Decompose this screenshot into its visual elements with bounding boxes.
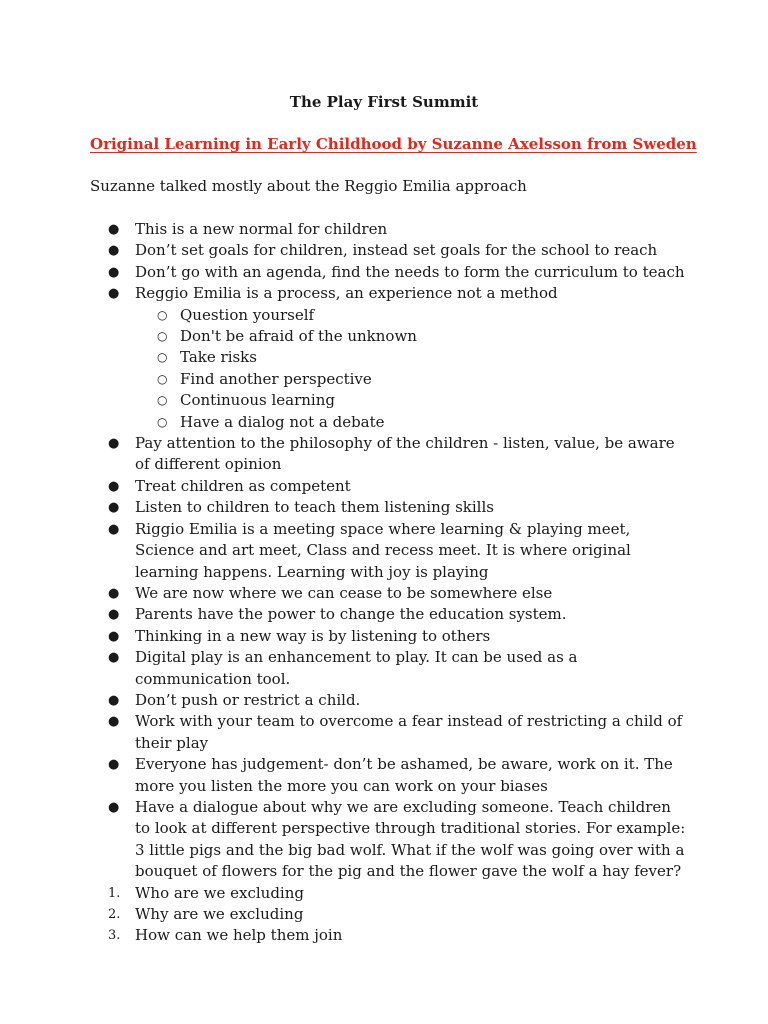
notes-list bbox=[90, 219, 690, 947]
bullet-icon: ● bbox=[108, 628, 120, 644]
list-item: ● We are now where we can cease to be somewhere else bbox=[90, 583, 690, 604]
bullet-icon: ● bbox=[108, 757, 120, 773]
list-item: ● Work with your team to overcome a fear instead of restricting a child of their play bbox=[108, 712, 683, 752]
bullet-icon: ● bbox=[108, 585, 120, 601]
numbered-item: 3. How can we help them join bbox=[90, 925, 690, 946]
list-item: ● This is a new normal for children bbox=[90, 219, 690, 240]
list-item: ● Thinking in a new way is by listening to others bbox=[90, 626, 690, 647]
bullet-icon: ● bbox=[108, 286, 120, 302]
bullet-icon: ● bbox=[108, 692, 120, 708]
bullet-list-top bbox=[90, 219, 690, 305]
list-item: ● Parents have the power to change the education system. bbox=[90, 604, 690, 625]
sub-list-item: ○ Don't be afraid of the unknown bbox=[90, 326, 690, 347]
bullet-icon: ● bbox=[108, 714, 120, 730]
hollow-bullet-icon: ○ bbox=[157, 350, 168, 365]
hollow-bullet-icon: ○ bbox=[157, 393, 168, 408]
list-item: ● Digital play is an enhancement to play. It can be used as a communication tool. bbox=[108, 648, 578, 688]
list-item: ● Don’t go with an agenda, find the needs to form the curriculum to teach bbox=[90, 262, 690, 283]
numbered-item: 2. Why are we excluding bbox=[90, 904, 690, 925]
list-item: ● Treat children as competent bbox=[90, 476, 690, 497]
bullet-icon: ● bbox=[108, 500, 120, 516]
bullet-icon: ● bbox=[108, 607, 120, 623]
intro-paragraph: Suzanne talked mostly about the Reggio Emilia approach bbox=[90, 177, 527, 195]
bullet-list-rest bbox=[90, 433, 690, 883]
bullet-icon: ● bbox=[108, 222, 120, 237]
sub-list-item: ○ Question yourself bbox=[90, 305, 690, 326]
list-item: ● Listen to children to teach them listening skills bbox=[90, 497, 690, 518]
bullet-icon: ● bbox=[108, 521, 120, 537]
hollow-bullet-icon: ○ bbox=[157, 371, 168, 386]
bullet-icon: ● bbox=[108, 650, 120, 666]
list-item: ● Don’t set goals for children, instead set goals for the school to reach bbox=[90, 240, 690, 261]
number-marker: 2. bbox=[108, 907, 121, 922]
list-item: ● Reggio Emilia is a process, an experience not a method bbox=[90, 283, 690, 304]
numbered-item: 1. Who are we excluding bbox=[90, 883, 690, 904]
hollow-bullet-icon: ○ bbox=[157, 329, 168, 344]
bullet-icon: ● bbox=[108, 478, 120, 494]
page-title: The Play First Summit bbox=[289, 93, 479, 111]
list-item: ● Don’t push or restrict a child. bbox=[90, 690, 690, 711]
sub-list-item: ○ Have a dialog not a debate bbox=[90, 412, 690, 433]
sub-list-item: ○ Continuous learning bbox=[90, 390, 690, 411]
bullet-icon: ● bbox=[108, 264, 120, 280]
list-item: ● Riggio Emilia is a meeting space where learning & playing meet, Science and art meet, Class and recess meet. It is where original learning happens. Learning with joy is playing bbox=[108, 519, 631, 581]
bullet-icon: ● bbox=[108, 799, 120, 815]
sub-list-item: ○ Find another perspective bbox=[90, 369, 690, 390]
sub-list-item: ○ Take risks bbox=[90, 347, 690, 368]
list-item: ● Have a dialogue about why we are excluding someone. Teach children to look at different perspective through traditional stories. For example: 3 little pigs and the big bad wolf. What if the wolf was going over with a bouquet of flowers for the pig and the flower gave the wolf a hay fever? bbox=[108, 797, 686, 881]
session-heading-link[interactable]: Original Learning in Early Childhood by Suzanne Axelsson from Sweden bbox=[90, 135, 697, 153]
sub-bullet-list bbox=[90, 305, 690, 433]
numbered-list bbox=[90, 883, 690, 947]
number-marker: 3. bbox=[108, 928, 121, 944]
hollow-bullet-icon: ○ bbox=[157, 414, 168, 429]
number-marker: 1. bbox=[108, 885, 121, 901]
list-item: ● Pay attention to the philosophy of the children - listen, value, be aware of different opinion bbox=[108, 434, 675, 474]
hollow-bullet-icon: ○ bbox=[157, 307, 168, 322]
list-item: ● Everyone has judgement- don’t be ashamed, be aware, work on it. The more you listen the more you can work on your biases bbox=[108, 755, 673, 795]
bullet-icon: ● bbox=[108, 243, 120, 259]
bullet-icon: ● bbox=[108, 436, 120, 452]
